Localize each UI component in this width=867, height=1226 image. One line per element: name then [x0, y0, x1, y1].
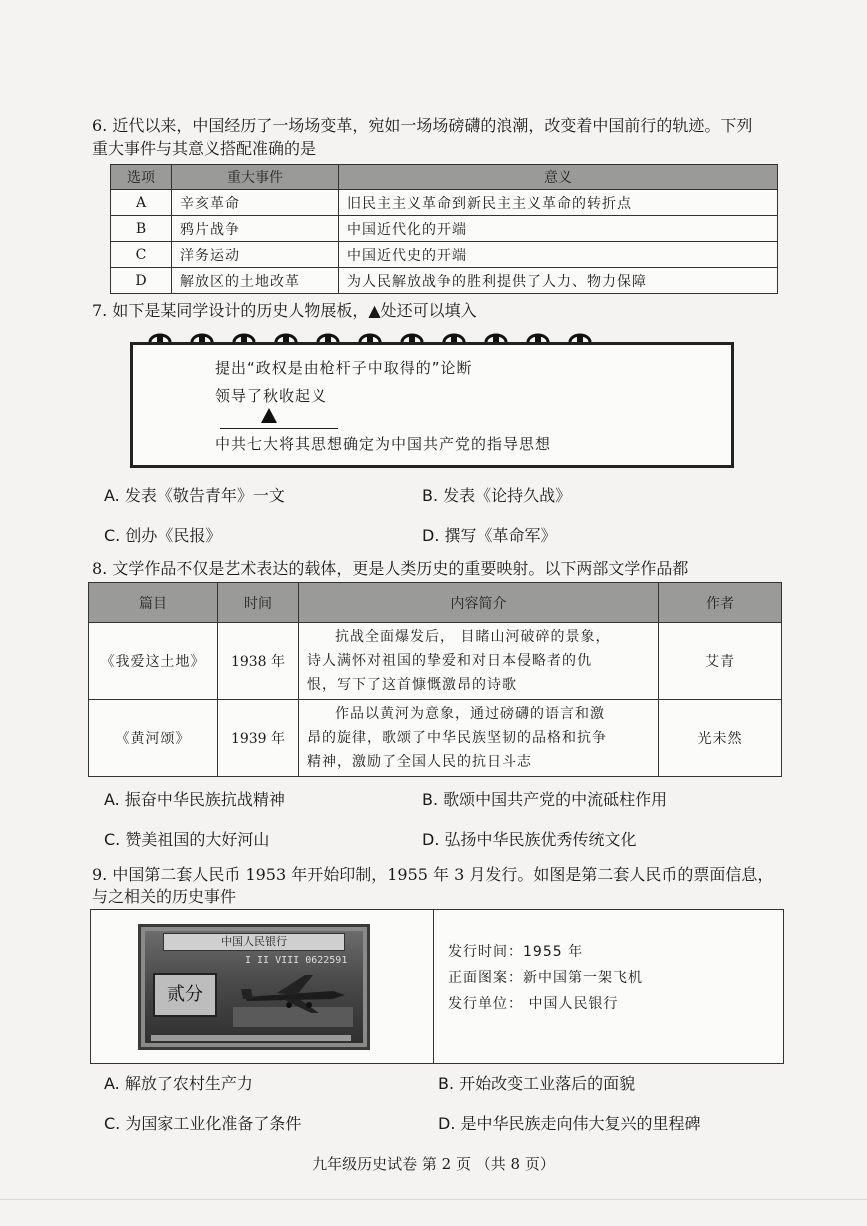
page-bottom-rule [0, 1199, 867, 1200]
board-line-1: 提出“政权是由枪杆子中取得的”论断 [215, 359, 473, 377]
q8-option-d[interactable]: D. 弘扬中华民族优秀传统文化 [422, 830, 637, 849]
q8-table [88, 582, 782, 777]
table-row [111, 268, 778, 294]
q7-stem: 7. 如下是某同学设计的历史人物展板，▲处还可以填入 [92, 301, 477, 320]
blank-line [220, 428, 338, 429]
q8-summary-line: 作品以黄河为意象，通过磅礴的语言和激 [335, 706, 605, 722]
q9-option-c[interactable]: C. 为国家工业化准备了条件 [104, 1114, 302, 1133]
table-row [111, 242, 778, 268]
page-footer: 九年级历史试卷 第 2 页 （共 8 页） [312, 1155, 555, 1173]
q8-header-summary: 内容简介 [299, 583, 659, 623]
q8-header-time: 时间 [218, 583, 299, 623]
q6-stem-line2: 重大事件与其意义搭配准确的是 [92, 139, 317, 158]
history-figure-board [130, 342, 734, 468]
q6-cell-option: A [111, 190, 172, 216]
q7-option-a[interactable]: A. 发表《敬告青年》一文 [104, 486, 285, 505]
q6-cell-event: 鸦片战争 [172, 216, 339, 242]
q6-cell-meaning: 旧民主主义革命到新民主主义革命的转折点 [339, 190, 778, 216]
q8-cell-title: 《黄河颂》 [89, 700, 218, 777]
q7-option-b[interactable]: B. 发表《论持久战》 [422, 486, 572, 505]
q8-cell-author: 光未然 [659, 700, 782, 777]
q8-summary-line: 昂的旋律，歌颂了中华民族坚韧的品格和抗争 [307, 730, 607, 746]
q8-option-a[interactable]: A. 振奋中华民族抗战精神 [104, 790, 285, 809]
q6-cell-option: B [111, 216, 172, 242]
q8-cell-summary [299, 700, 659, 777]
q6-cell-meaning: 中国近代化的开端 [339, 216, 778, 242]
blank-triangle-icon [261, 408, 277, 423]
q6-header-meaning: 意义 [339, 165, 778, 190]
banknote-border [151, 1035, 351, 1041]
q6-cell-meaning: 为人民解放战争的胜利提供了人力、物力保障 [339, 268, 778, 294]
q8-summary-line: 恨，写下了这首慷慨激昂的诗歌 [307, 677, 517, 693]
q6-cell-event: 辛亥革命 [172, 190, 339, 216]
q8-cell-year: 1939 年 [218, 700, 299, 777]
board-line-3: 中共七大将其思想确定为中国共产党的指导思想 [215, 435, 552, 453]
q8-cell-summary [299, 623, 659, 700]
q8-summary-line: 抗战全面爆发后， 目睹山河破碎的景象， [335, 629, 611, 645]
q8-option-c[interactable]: C. 赞美祖国的大好河山 [104, 830, 270, 849]
q7-option-c[interactable]: C. 创办《民报》 [104, 526, 222, 545]
q6-stem-line1: 6. 近代以来，中国经历了一场场变革，宛如一场场磅礴的浪潮，改变着中国前行的轨迹。下列 [92, 116, 753, 135]
q8-stem: 8. 文学作品不仅是艺术表达的载体，更是人类历史的重要映射。以下两部文学作品都 [92, 559, 689, 578]
banknote-denomination: 贰分 [153, 973, 217, 1017]
banknote-issuer: 发行单位： 中国人民银行 [448, 996, 619, 1012]
table-row [111, 190, 778, 216]
table-row [111, 216, 778, 242]
q6-header-event: 重大事件 [172, 165, 339, 190]
banknote-info-box [90, 909, 784, 1064]
q6-table [110, 164, 778, 294]
banknote-issue-time: 发行时间：1955 年 [448, 944, 584, 960]
q9-stem-line2: 与之相关的历史事件 [92, 887, 237, 906]
q6-cell-event: 洋务运动 [172, 242, 339, 268]
q6-cell-option: C [111, 242, 172, 268]
board-line-2: 领导了秋收起义 [215, 387, 328, 405]
q8-summary-line: 精神，激励了全国人民的抗日斗志 [307, 754, 532, 770]
q6-header-option: 选项 [111, 165, 172, 190]
q6-cell-event: 解放区的土地改革 [172, 268, 339, 294]
table-row [89, 700, 782, 777]
q7-option-d[interactable]: D. 撰写《革命军》 [422, 526, 557, 545]
q8-header-author: 作者 [659, 583, 782, 623]
box-divider [433, 910, 434, 1063]
q9-stem-line1: 9. 中国第二套人民币 1953 年开始印制，1955 年 3 月发行。如图是第二套人民币的票面信息， [92, 865, 774, 884]
q9-option-a[interactable]: A. 解放了农村生产力 [104, 1074, 253, 1093]
q8-cell-title: 《我爱这土地》 [89, 623, 218, 700]
airplane-icon [233, 967, 353, 1027]
q8-cell-year: 1938 年 [218, 623, 299, 700]
q9-option-d[interactable]: D. 是中华民族走向伟大复兴的里程碑 [438, 1114, 701, 1133]
q6-cell-meaning: 中国近代史的开端 [339, 242, 778, 268]
banknote-image [138, 924, 370, 1050]
table-row [89, 623, 782, 700]
banknote-bank-name: 中国人民银行 [163, 933, 345, 951]
q9-option-b[interactable]: B. 开始改变工业落后的面貌 [438, 1074, 636, 1093]
banknote-front-pattern: 正面图案：新中国第一架飞机 [448, 970, 643, 986]
q6-cell-option: D [111, 268, 172, 294]
banknote-serial: I II VIII 0622591 [245, 955, 348, 966]
q8-header-title: 篇目 [89, 583, 218, 623]
q8-option-b[interactable]: B. 歌颂中国共产党的中流砥柱作用 [422, 790, 668, 809]
q8-summary-line: 诗人满怀对祖国的挚爱和对日本侵略者的仇 [307, 653, 592, 669]
q8-cell-author: 艾青 [659, 623, 782, 700]
